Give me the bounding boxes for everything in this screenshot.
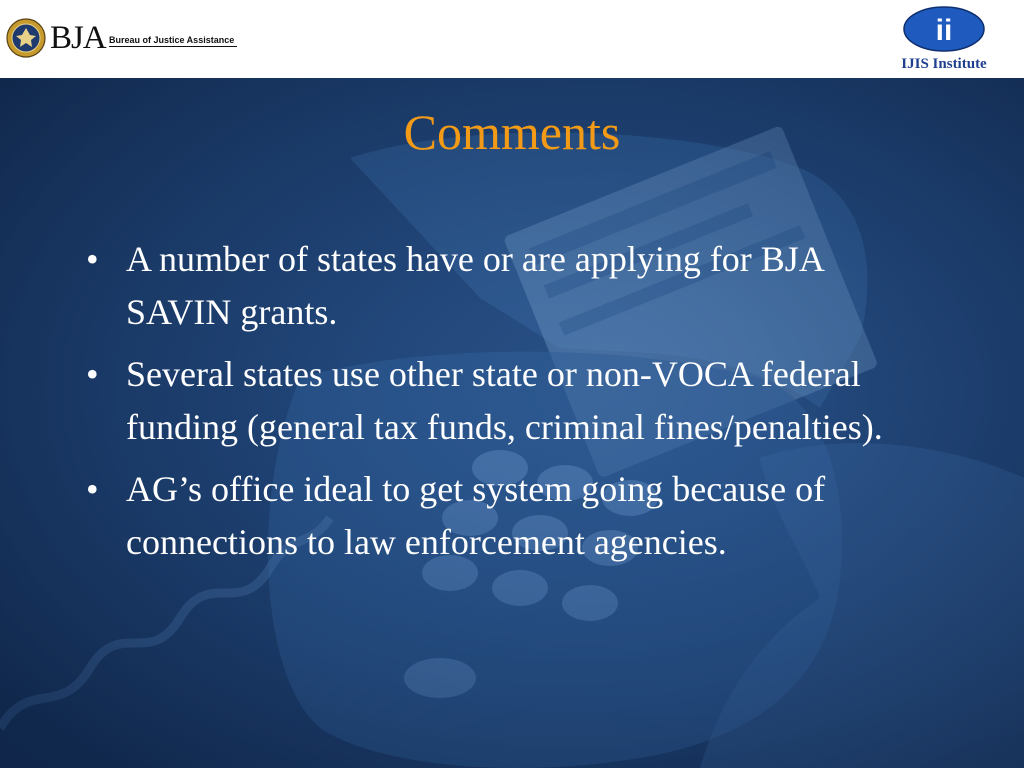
- bja-logo-divider: [109, 46, 237, 47]
- bullet-item: [86, 233, 936, 339]
- bja-logo: [6, 18, 236, 60]
- bullet-list: [86, 233, 936, 578]
- ijis-logo-label: IJIS Institute: [901, 56, 987, 72]
- ijis-ellipse-icon: [888, 4, 1000, 56]
- ijis-logo-text: ii: [935, 14, 953, 47]
- ijis-logo: [888, 4, 1000, 76]
- bullet-marker: •: [86, 469, 99, 509]
- bullet-item: [86, 348, 936, 454]
- doj-seal-icon: [6, 18, 46, 58]
- bullet-marker: •: [86, 354, 99, 394]
- bullet-text: AG’s office ideal to get system going because of connections to law enforcement agencies.: [126, 469, 826, 562]
- slide-title: Comments: [403, 104, 621, 160]
- bullet-marker: •: [86, 239, 99, 279]
- bja-logo-subtitle: Bureau of Justice Assistance: [109, 35, 235, 45]
- bullet-item: [86, 463, 936, 569]
- bullet-text: A number of states have or are applying for BJA SAVIN grants.: [126, 239, 823, 332]
- slide-header: [0, 0, 1024, 78]
- bja-logo-letters: BJA: [50, 20, 106, 56]
- bullet-text: Several states use other state or non-VOCA federal funding (general tax funds, criminal fines/penalties).: [126, 354, 883, 447]
- slide-body: [0, 78, 1024, 768]
